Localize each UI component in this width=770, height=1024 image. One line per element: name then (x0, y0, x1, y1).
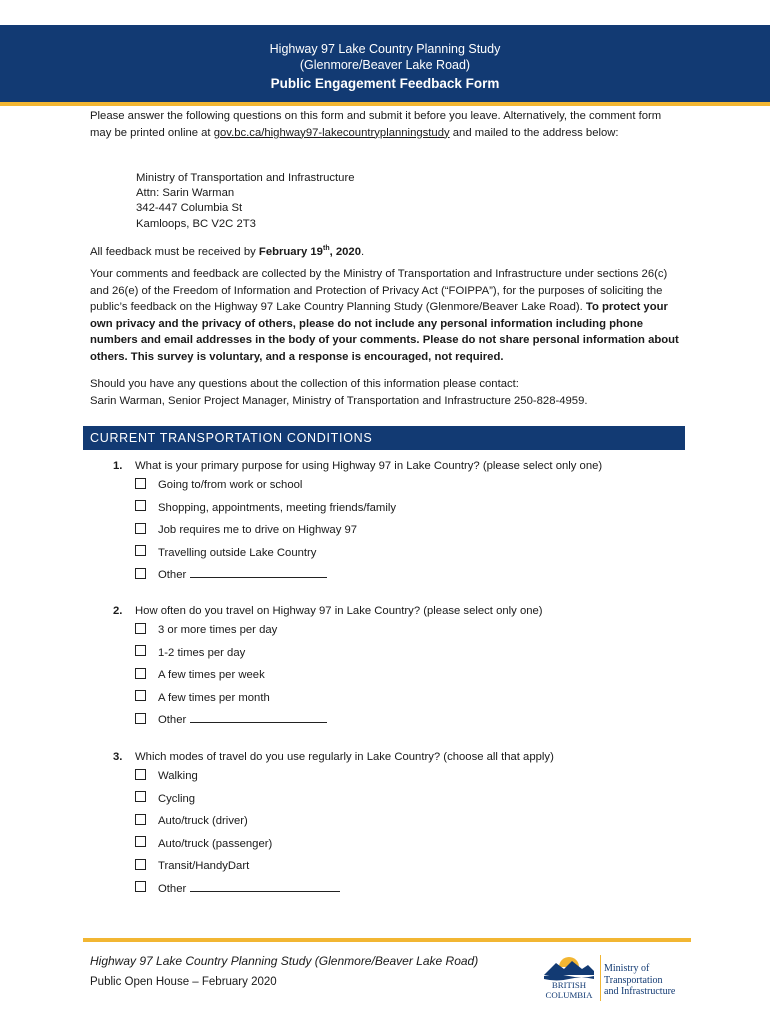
option-few-monthly[interactable] (135, 688, 693, 711)
option-label: Walking (158, 770, 198, 782)
deadline-date (259, 246, 361, 258)
option-label: 1-2 times per day (158, 646, 246, 659)
other-text-field[interactable] (190, 881, 340, 892)
bc-sun-mountain-icon (544, 953, 594, 981)
intro-text: Please answer the following questions on this form and submit it before you leave. Alternatively, the comment form may be printed online at (90, 110, 662, 139)
question-text: Which modes of travel do you use regularly in Lake Country? (choose all that apply) (135, 751, 554, 763)
intro-text-end: and mailed to the address below: (449, 126, 619, 139)
study-title: Highway 97 Lake Country Planning Study (269, 42, 501, 56)
address-line: Kamloops, BC V2C 2T3 (136, 217, 256, 230)
checkbox[interactable] (135, 523, 146, 534)
option-auto-passenger[interactable] (135, 834, 693, 857)
checkbox[interactable] (135, 791, 146, 802)
checkbox[interactable] (135, 568, 146, 579)
address-line: Attn: Sarin Warman (136, 187, 235, 200)
option-travelling-outside[interactable] (135, 543, 693, 566)
checkbox[interactable] (135, 859, 146, 870)
checkbox[interactable] (135, 836, 146, 847)
question-number: 1. (113, 460, 123, 472)
checkbox[interactable] (135, 545, 146, 556)
option-label: Auto/truck (passenger) (158, 837, 273, 850)
option-going-to-work[interactable] (135, 475, 693, 498)
study-subtitle: (Glenmore/Beaver Lake Road) (299, 58, 471, 72)
option-3-or-more-daily[interactable] (135, 620, 693, 643)
option-label: Transit/HandyDart (158, 860, 250, 873)
option-auto-driver[interactable] (135, 811, 693, 834)
question-number: 3. (113, 751, 123, 763)
checkbox[interactable] (135, 713, 146, 724)
other-text-field[interactable] (190, 712, 327, 723)
question-text: How often do you travel on Highway 97 in Lake Country? (please select only one) (135, 605, 543, 617)
question-2 (113, 602, 693, 733)
option-transit[interactable] (135, 856, 693, 879)
question-3 (113, 748, 693, 902)
form-header (0, 25, 770, 106)
checkbox[interactable] (135, 478, 146, 489)
option-few-weekly[interactable] (135, 665, 693, 688)
deadline-prefix: All feedback must be received by (90, 245, 259, 258)
bc-wordmark-line: BRITISH (551, 980, 587, 990)
feedback-deadline (90, 241, 680, 260)
option-1-2-daily[interactable] (135, 643, 693, 666)
ministry-name (604, 963, 694, 998)
bc-wordmark (540, 981, 598, 1000)
option-list (135, 475, 693, 588)
option-label: Going to/from work or school (158, 479, 303, 491)
question-1 (113, 457, 693, 588)
checkbox[interactable] (135, 645, 146, 656)
checkbox[interactable] (135, 814, 146, 825)
option-other[interactable] (135, 710, 693, 733)
intro-paragraph (90, 108, 680, 141)
option-label: Other (158, 714, 187, 727)
option-label: Cycling (158, 792, 196, 805)
ministry-line: Ministry of (604, 963, 650, 974)
question-text: What is your primary purpose for using Highway 97 in Lake Country? (please select only one) (135, 460, 603, 472)
option-label: Job requires me to drive on Highway 97 (158, 524, 358, 537)
mailing-address (136, 171, 355, 232)
section-heading: CURRENT TRANSPORTATION CONDITIONS (83, 426, 685, 450)
option-label: Other (158, 569, 187, 582)
bc-government-logo (540, 953, 690, 1003)
deadline-year: , 2020 (329, 245, 362, 258)
contact-intro: Should you have any questions about the collection of this information please contact: (90, 378, 519, 390)
deadline-end: . (361, 245, 365, 258)
question-prompt (113, 457, 693, 475)
form-title: Public Engagement Feedback Form (270, 76, 500, 91)
footer-event: Public Open House – February 2020 (90, 976, 277, 988)
option-list (135, 766, 693, 902)
checkbox[interactable] (135, 881, 146, 892)
option-shopping[interactable] (135, 498, 693, 521)
option-label: A few times per month (158, 691, 270, 704)
logo-divider (600, 955, 601, 1001)
privacy-contact (90, 376, 680, 409)
deadline-ordinal: th (322, 245, 330, 252)
checkbox[interactable] (135, 623, 146, 634)
option-walking[interactable] (135, 766, 693, 789)
bc-wordmark-line: COLUMBIA (545, 989, 593, 1000)
contact-person: Sarin Warman, Senior Project Manager, Ministry of Transportation and Infrastructure 250-828-4959. (90, 394, 588, 407)
option-other[interactable] (135, 879, 693, 902)
deadline-month-day: February 19 (258, 245, 323, 258)
ministry-line: and Infrastructure (604, 986, 676, 997)
option-label: Travelling outside Lake Country (158, 546, 317, 559)
option-list (135, 620, 693, 733)
option-label: Shopping, appointments, meeting friends/family (158, 501, 396, 514)
footer-study-title: Highway 97 Lake Country Planning Study (Glenmore/Beaver Lake Road) (90, 954, 479, 968)
checkbox[interactable] (135, 500, 146, 511)
question-prompt (113, 748, 693, 766)
privacy-collection-text: Your comments and feedback are collected by the Ministry of Transportation and Infrastructure under sections 26(c) and 26(e) of the Freedom of Information and Protection of Privacy Act (“FOIPPA”), for the purposes of soliciting the public’s feedback on the Highway 97 Lake Country Planning Study (Glenmore/Beaver Lake Road). (90, 268, 668, 313)
question-prompt (113, 602, 693, 620)
checkbox[interactable] (135, 668, 146, 679)
option-label: Auto/truck (driver) (158, 815, 248, 828)
option-label: 3 or more times per day (158, 624, 278, 636)
address-line: Ministry of Transportation and Infrastructure (136, 172, 355, 184)
option-job-requires[interactable] (135, 520, 693, 543)
option-label: Other (158, 882, 187, 895)
privacy-warning-text: To protect your own privacy and the privacy of others, please do not include any personal information including phone numbers and email addresses in the body of your comments. Please do not share personal information about others. This survey is voluntary, and a response is encouraged, not required. (90, 301, 679, 363)
privacy-notice (90, 266, 680, 365)
footer-divider (83, 938, 691, 942)
address-line: 342-447 Columbia St (136, 202, 243, 215)
checkbox[interactable] (135, 769, 146, 780)
option-other[interactable] (135, 565, 693, 588)
study-website-link[interactable]: gov.bc.ca/highway97-lakecountryplanningstudy (213, 126, 450, 139)
other-text-field[interactable] (190, 567, 327, 578)
option-cycling[interactable] (135, 789, 693, 812)
checkbox[interactable] (135, 690, 146, 701)
option-label: A few times per week (158, 669, 265, 682)
ministry-line: Transportation (604, 974, 663, 986)
question-number: 2. (113, 605, 123, 617)
